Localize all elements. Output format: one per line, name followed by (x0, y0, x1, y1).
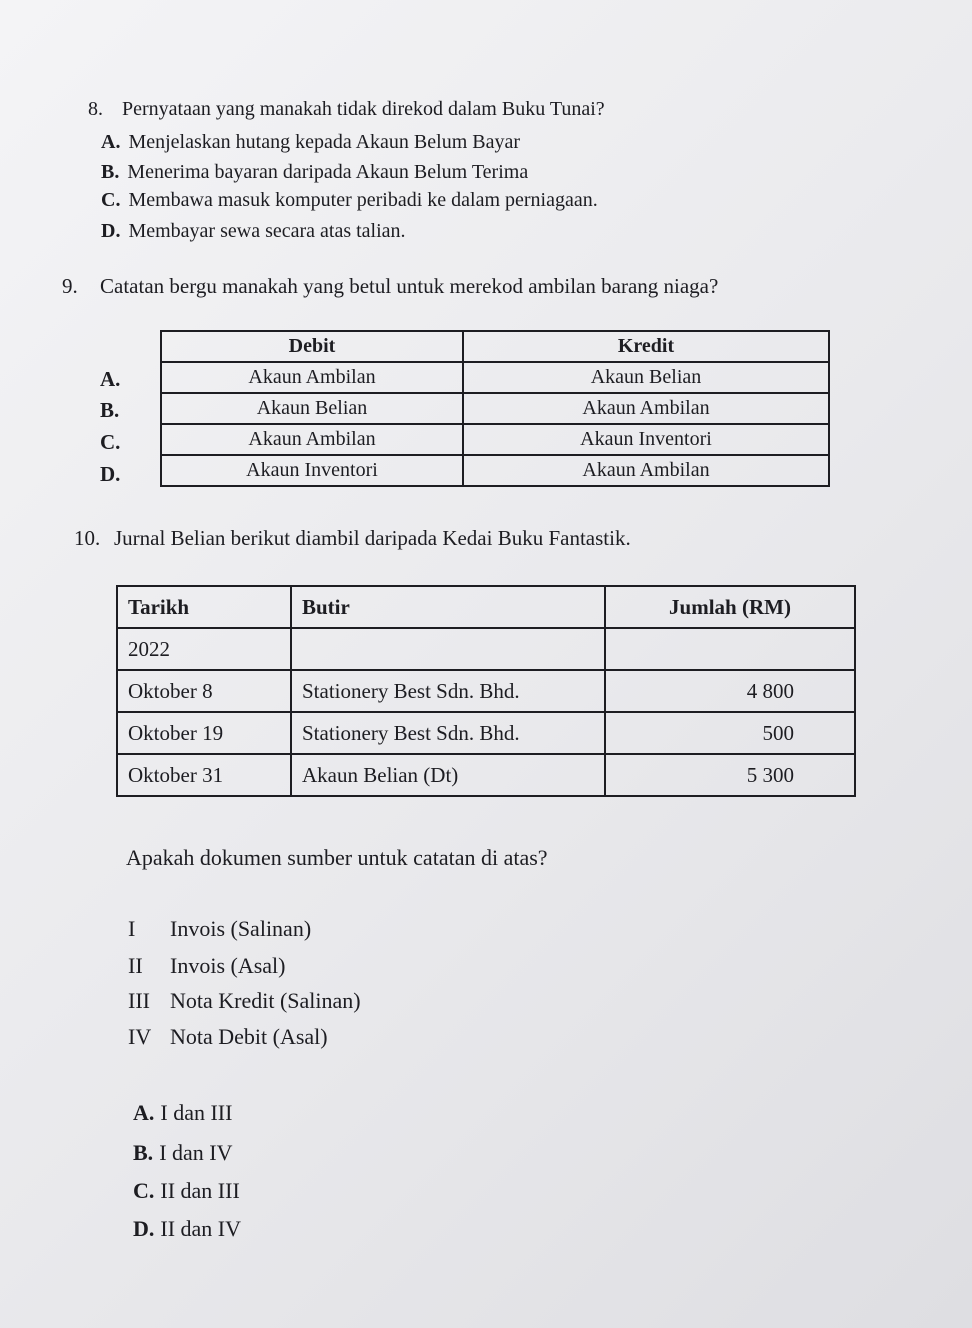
statement-numeral: I (128, 916, 136, 941)
butir-cell: Stationery Best Sdn. Bhd. (291, 670, 605, 712)
jumlah-cell: 500 (605, 712, 855, 754)
option-text: II dan IV (160, 1216, 242, 1241)
question-8 (88, 98, 605, 121)
question-number: 8. (88, 98, 103, 120)
statement-iv (128, 1024, 328, 1050)
q8-option-b[interactable] (101, 161, 528, 184)
jumlah-cell: 5 300 (605, 754, 855, 796)
tarikh-cell: Oktober 31 (117, 754, 291, 796)
option-text: I dan III (160, 1100, 233, 1125)
table-row (117, 670, 855, 712)
table-row (117, 628, 855, 670)
table-row (161, 424, 829, 455)
question-10-stem (74, 526, 631, 551)
kredit-cell: Akaun Ambilan (463, 393, 829, 424)
jumlah-cell (605, 628, 855, 670)
debit-cell: Akaun Belian (161, 393, 463, 424)
statement-text: Invois (Asal) (170, 953, 286, 978)
q8-option-c[interactable] (101, 189, 598, 212)
butir-cell (291, 628, 605, 670)
q10-question: Apakah dokumen sumber untuk catatan di atas? (126, 845, 548, 870)
table-row (161, 362, 829, 393)
option-text: Membayar sewa secara atas talian. (128, 220, 406, 242)
q10-purchases-journal-table (116, 585, 856, 797)
tarikh-cell: Oktober 8 (117, 670, 291, 712)
header-debit: Debit (161, 331, 463, 362)
option-letter: D. (133, 1216, 155, 1241)
table-row (117, 754, 855, 796)
statement-iii (128, 988, 361, 1014)
statement-text: Nota Debit (Asal) (170, 1024, 328, 1049)
statement-text: Invois (Salinan) (170, 916, 312, 941)
debit-cell: Akaun Ambilan (161, 362, 463, 393)
butir-cell: Stationery Best Sdn. Bhd. (291, 712, 605, 754)
q8-option-d[interactable] (101, 220, 406, 243)
q9-option-c-label[interactable]: C. (100, 430, 121, 454)
question-text: Pernyataan yang manakah tidak direkod dalam Buku Tunai? (122, 98, 605, 120)
statement-numeral: III (128, 988, 150, 1013)
option-letter: A. (101, 131, 121, 153)
option-text: Menjelaskan hutang kepada Akaun Belum Bayar (128, 131, 521, 153)
option-text: Membawa masuk komputer peribadi ke dalam perniagaan. (128, 189, 598, 211)
option-text: Menerima bayaran daripada Akaun Belum Terima (127, 161, 529, 183)
table-header-row (117, 586, 855, 628)
option-letter: C. (133, 1178, 155, 1203)
butir-cell: Akaun Belian (Dt) (291, 754, 605, 796)
header-jumlah: Jumlah (RM) (605, 586, 855, 628)
statement-numeral: IV (128, 1024, 152, 1049)
table-row (161, 455, 829, 486)
option-letter: B. (133, 1140, 154, 1165)
table-row (161, 393, 829, 424)
table-header-row (161, 331, 829, 362)
question-8-stem (88, 98, 605, 121)
option-letter: D. (101, 220, 121, 242)
debit-cell: Akaun Inventori (161, 455, 463, 486)
q9-option-a-label[interactable]: A. (100, 367, 121, 391)
q9-option-d-label[interactable]: D. (100, 462, 121, 486)
option-text: II dan III (160, 1178, 240, 1203)
q10-option-b[interactable] (133, 1140, 233, 1166)
question-9-stem (62, 274, 718, 299)
statement-text: Nota Kredit (Salinan) (170, 988, 361, 1013)
option-letter: A. (133, 1100, 155, 1125)
header-butir: Butir (291, 586, 605, 628)
question-text: Catatan bergu manakah yang betul untuk merekod ambilan barang niaga? (100, 274, 719, 298)
kredit-cell: Akaun Ambilan (463, 455, 829, 486)
kredit-cell: Akaun Inventori (463, 424, 829, 455)
header-tarikh: Tarikh (117, 586, 291, 628)
statement-i (128, 916, 311, 942)
option-letter: B. (101, 161, 120, 183)
q9-option-b-label[interactable]: B. (100, 398, 120, 422)
q9-journal-table (160, 330, 830, 487)
jumlah-cell: 4 800 (605, 670, 855, 712)
q8-option-a[interactable] (101, 131, 520, 154)
option-letter: C. (101, 189, 121, 211)
table-row (117, 712, 855, 754)
question-number: 9. (62, 274, 78, 298)
q10-option-d[interactable] (133, 1216, 241, 1242)
question-text: Jurnal Belian berikut diambil daripada Kedai Buku Fantastik. (114, 526, 631, 550)
tarikh-cell: Oktober 19 (117, 712, 291, 754)
option-text: I dan IV (159, 1140, 233, 1165)
q10-option-c[interactable] (133, 1178, 240, 1204)
question-number: 10. (74, 526, 101, 550)
header-kredit: Kredit (463, 331, 829, 362)
kredit-cell: Akaun Belian (463, 362, 829, 393)
tarikh-cell: 2022 (117, 628, 291, 670)
q10-option-a[interactable] (133, 1100, 232, 1126)
statement-ii (128, 953, 285, 979)
debit-cell: Akaun Ambilan (161, 424, 463, 455)
statement-numeral: II (128, 953, 143, 978)
